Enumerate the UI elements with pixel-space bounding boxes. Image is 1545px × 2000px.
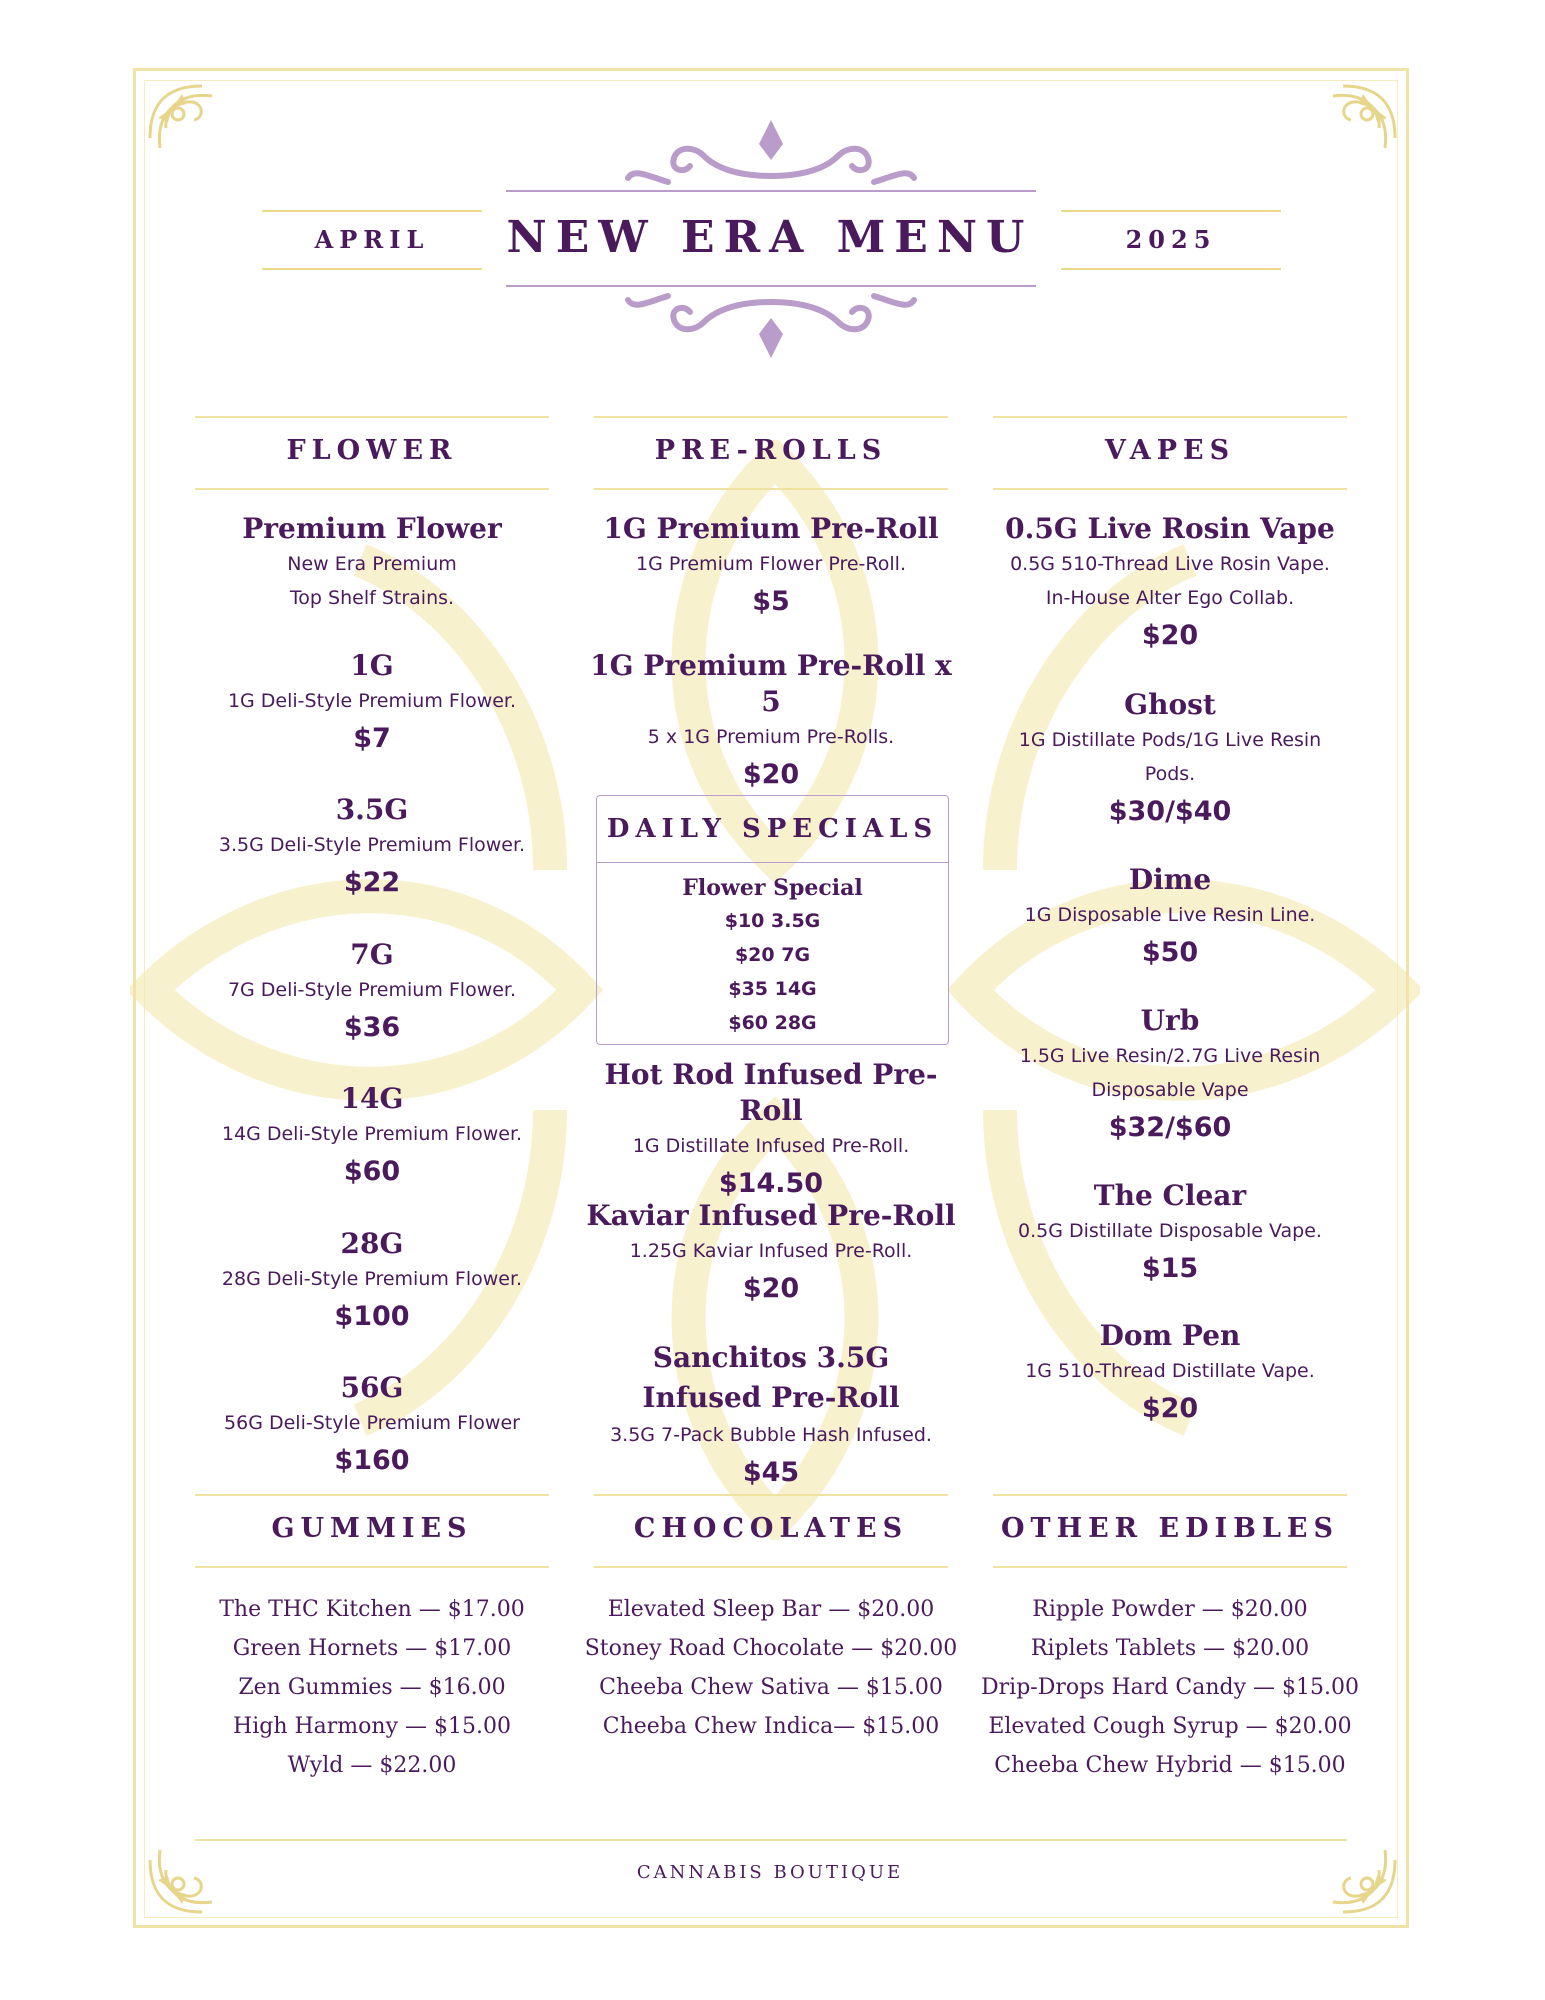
menu-item (980, 862, 1360, 974)
section-heading-gummies: GUMMIES (195, 1494, 549, 1568)
item-description: 1G Deli-Style Premium Flower. (227, 690, 517, 712)
item-description: 1G Disposable Live Resin Line. (1024, 904, 1316, 926)
corner-ornament-icon (142, 78, 262, 198)
item-description: 1G Distillate Pods/1G Live Resin (1018, 729, 1322, 751)
menu-item (581, 1057, 961, 1205)
item-name: Sanchitos 3.5G Infused Pre-Roll (642, 1341, 900, 1414)
item-name: The Clear (1093, 1179, 1247, 1212)
item-name: 3.5G (335, 793, 409, 826)
list-item: The THC Kitchen — $17.00 (219, 1597, 525, 1622)
list-item: Riplets Tablets — $20.00 (1030, 1636, 1310, 1661)
item-description: 1.5G Live Resin/2.7G Live Resin (1019, 1045, 1321, 1067)
footer-text: CANNABIS BOUTIQUE (636, 1862, 904, 1883)
item-price: $20 (742, 759, 800, 790)
item-description: 0.5G 510-Thread Live Rosin Vape. (1010, 553, 1330, 575)
list-item: Cheeba Chew Sativa — $15.00 (599, 1675, 943, 1700)
item-name: Dom Pen (1099, 1319, 1241, 1352)
item-price: $15 (1141, 1253, 1199, 1284)
footer-divider (195, 1839, 1347, 1841)
menu-item (182, 1370, 562, 1482)
title-rule-bottom (506, 285, 1036, 287)
item-description: In-House Alter Ego Collab. (1045, 587, 1295, 609)
section-heading-chocolates: CHOCOLATES (594, 1494, 948, 1568)
menu-item (182, 1081, 562, 1193)
menu-item (980, 1318, 1360, 1430)
item-description: 14G Deli-Style Premium Flower. (221, 1123, 523, 1145)
item-name: 7G (350, 938, 394, 971)
list-item: Drip-Drops Hard Candy — $15.00 (981, 1675, 1359, 1700)
menu-item (182, 937, 562, 1049)
item-name: 0.5G Live Rosin Vape (1005, 512, 1335, 545)
chocolates-list (571, 1590, 971, 1746)
item-price: $20 (742, 1273, 800, 1304)
item-name: 1G Premium Pre-Roll x 5 (590, 649, 952, 718)
special-price-line: $35 14G (728, 978, 817, 1000)
item-description: 1G 510-Thread Distillate Vape. (1025, 1360, 1315, 1382)
corner-ornament-icon (1283, 78, 1403, 198)
section-heading-prerolls: PRE-ROLLS (594, 416, 948, 490)
list-item: Zen Gummies — $16.00 (238, 1675, 506, 1700)
item-price: $5 (752, 586, 790, 617)
item-price: $20 (1141, 620, 1199, 651)
item-name: Kaviar Infused Pre-Roll (586, 1199, 956, 1232)
item-name: Premium Flower (242, 512, 502, 545)
item-description: 1.25G Kaviar Infused Pre-Roll. (629, 1240, 913, 1262)
item-price: $20 (1141, 1393, 1199, 1424)
item-price: $30/$40 (1108, 796, 1232, 827)
item-price: $50 (1141, 937, 1199, 968)
other-edibles-list (970, 1590, 1370, 1785)
item-description: Pods. (1144, 763, 1196, 785)
menu-item (980, 687, 1360, 833)
header-month: APRIL (262, 196, 482, 276)
list-item: Wyld — $22.00 (287, 1753, 457, 1778)
menu-item (596, 1338, 946, 1494)
item-price: $60 (343, 1156, 401, 1187)
item-description: New Era Premium (287, 553, 457, 575)
list-item: Cheeba Chew Indica— $15.00 (602, 1714, 940, 1739)
corner-ornament-icon (1283, 1800, 1403, 1920)
item-price: $100 (334, 1301, 410, 1332)
header-year: 2025 (1061, 196, 1281, 276)
gummies-list (172, 1590, 572, 1785)
item-description: 3.5G 7-Pack Bubble Hash Infused. (610, 1424, 932, 1446)
item-price: $36 (343, 1012, 401, 1043)
item-description: 28G Deli-Style Premium Flower. (221, 1268, 523, 1290)
title-ornament-top-icon (608, 116, 934, 190)
item-description: 56G Deli-Style Premium Flower (224, 1412, 520, 1434)
daily-specials-box (596, 795, 949, 1045)
special-price-line: $10 3.5G (724, 910, 821, 932)
section-heading-flower: FLOWER (195, 416, 549, 490)
item-description: 0.5G Distillate Disposable Vape. (1018, 1220, 1322, 1242)
menu-item (980, 1178, 1360, 1290)
item-description: 1G Premium Flower Pre-Roll. (636, 553, 906, 575)
title-ornament-bottom-icon (608, 288, 934, 362)
menu-item (182, 511, 562, 615)
page-title: NEW ERA MENU (506, 212, 1034, 263)
menu-item (581, 1198, 961, 1310)
item-name: 28G (340, 1227, 404, 1260)
list-item: Ripple Powder — $20.00 (1032, 1597, 1308, 1622)
menu-item (182, 792, 562, 904)
corner-ornament-icon (142, 1800, 262, 1920)
item-description: Top Shelf Strains. (289, 587, 455, 609)
item-name: Hot Rod Infused Pre-Roll (604, 1058, 938, 1127)
list-item: Cheeba Chew Hybrid — $15.00 (994, 1753, 1346, 1778)
item-name: 14G (340, 1082, 404, 1115)
menu-item (581, 648, 961, 796)
special-price-line: $20 7G (734, 944, 811, 966)
menu-item (980, 511, 1360, 657)
item-name: Ghost (1124, 688, 1216, 721)
item-price: $7 (353, 723, 391, 754)
special-price-line: $60 28G (728, 1012, 817, 1034)
menu-item (581, 511, 961, 623)
menu-item (980, 1003, 1360, 1149)
item-price: $22 (343, 867, 401, 898)
item-name: Dime (1128, 863, 1212, 896)
list-item: Green Hornets — $17.00 (232, 1636, 512, 1661)
item-name: 56G (340, 1371, 404, 1404)
menu-item (182, 648, 562, 760)
list-item: High Harmony — $15.00 (233, 1714, 511, 1739)
daily-specials-title: DAILY SPECIALS (597, 796, 948, 863)
item-description: Disposable Vape (1091, 1079, 1249, 1101)
section-heading-vapes: VAPES (993, 416, 1347, 490)
item-price: $14.50 (718, 1168, 824, 1199)
item-name: Urb (1140, 1004, 1200, 1037)
menu-item (182, 1226, 562, 1338)
special-name: Flower Special (682, 875, 863, 901)
list-item: Stoney Road Chocolate — $20.00 (584, 1636, 958, 1661)
item-price: $160 (334, 1445, 410, 1476)
section-heading-other-edibles: OTHER EDIBLES (993, 1494, 1347, 1568)
item-description: 5 x 1G Premium Pre-Rolls. (647, 726, 895, 748)
list-item: Elevated Sleep Bar — $20.00 (607, 1597, 935, 1622)
item-name: 1G (350, 649, 394, 682)
item-price: $32/$60 (1108, 1112, 1232, 1143)
title-rule-top (506, 190, 1036, 192)
item-description: 7G Deli-Style Premium Flower. (227, 979, 517, 1001)
item-description: 3.5G Deli-Style Premium Flower. (218, 834, 526, 856)
item-description: 1G Distillate Infused Pre-Roll. (632, 1135, 910, 1157)
list-item: Elevated Cough Syrup — $20.00 (988, 1714, 1352, 1739)
item-price: $45 (742, 1457, 800, 1488)
item-name: 1G Premium Pre-Roll (603, 512, 939, 545)
